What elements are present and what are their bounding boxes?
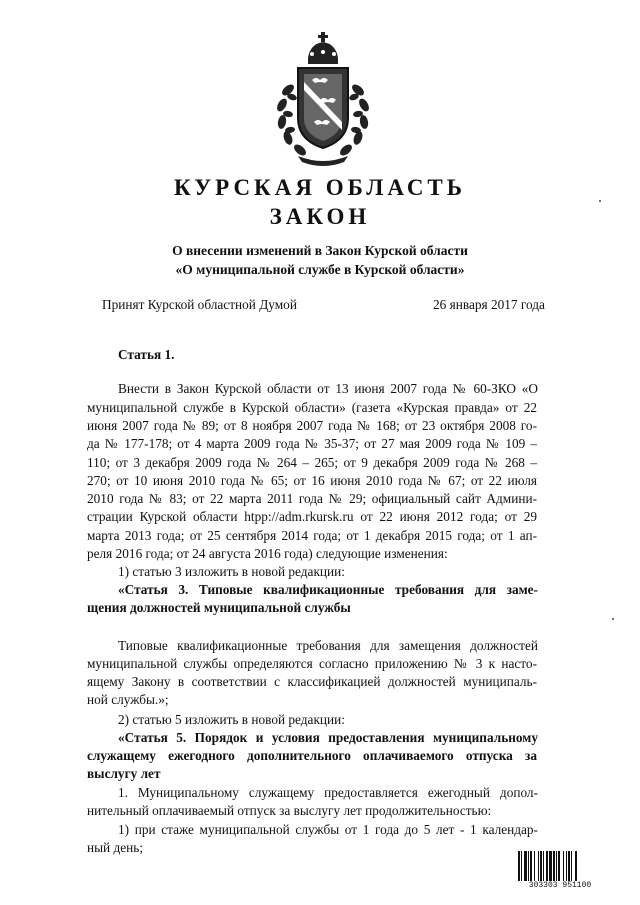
scan-speck [599,200,601,202]
article-5-paragraph-1-line: нительный оплачиваемый отпуск за выслугу лет продолжительностью: [87,803,492,818]
article-5-paragraph-1-line: 1. Муниципальному служащему предоставляется ежегодный допол- [118,785,538,800]
barcode-bar [575,851,577,881]
article-3-text-line: Типовые квалификационные требования для замещения должностей [118,638,538,653]
barcode-bar [558,851,560,881]
adopted-by: Принят Курской областной Думой [102,297,297,312]
barcode-bar [563,851,564,881]
barcode-bar [538,851,539,881]
barcode-bar [528,851,529,881]
barcode [517,851,603,897]
adoption-date: 26 января 2017 года [433,297,545,312]
amendment-item-1: 1) статью 3 изложить в новой редакции: [118,564,345,579]
barcode-bar [543,851,544,881]
barcode-bar [571,851,572,881]
barcode-bar [534,851,535,881]
article-5-subitem-1-line: 1) при стаже муниципальной службы от 1 года до 5 лет - 1 календар- [118,822,538,837]
barcode-number: 303303 951100 [517,881,603,890]
barcode-bar [518,851,520,881]
region-title: КУРСКАЯ ОБЛАСТЬ [174,175,466,200]
article-1-intro-line: муниципальной службе в Курской области» (газета «Курская правда» от 22 [87,400,537,415]
article-1-intro-line: 270; от 10 июня 2010 года № 65; от 16 июня 2010 года № 67; от 22 июля [87,473,537,488]
article-3-title-line-2: щения должностей муниципальной службы [87,600,351,615]
article-5-title-line: выслугу лет [87,766,161,781]
article-5-subitem-1-line: ный день; [87,840,144,855]
barcode-bar [549,851,552,881]
article-5-title-line: служащему ежегодного дополнительного оплачиваемого отпуска за [87,748,537,763]
barcode-bar [556,851,557,881]
scan-speck [612,618,614,620]
article-1-intro-line: марта 2013 года; от 25 сентября 2014 года; от 1 декабря 2015 года; от 1 ап- [87,528,537,543]
law-subtitle-line-2: «О муниципальной службе в Курской области» [175,262,465,277]
barcode-bar [530,851,532,881]
law-subtitle-line-1: О внесении изменений в Закон Курской области [172,243,468,258]
barcode-bar [568,851,570,881]
article-1-intro-line: реля 2016 года; от 24 августа 2016 года) следующие изменения: [87,546,448,561]
article-3-title-line-1: «Статья 3. Типовые квалификационные требования для заме- [118,582,538,597]
article-5-title-line: «Статья 5. Порядок и условия предоставления муниципальному [118,730,538,745]
article-1-intro-line: 110; от 3 декабря 2009 года № 264 – 265; от 9 декабря 2009 года № 268 – [87,455,537,470]
barcode-bar [553,851,555,881]
barcode-bar [540,851,542,881]
article-1-intro-line: страции Курской области htpp://adm.rkursk.ru от 22 июня 2012 года; от 29 [87,509,537,524]
barcode-bar [566,851,567,881]
article-3-text-line: ящему Закону в соответствии с классификацией должностей муниципаль- [87,674,537,689]
article-1-intro-line: июня 2007 года № 89; от 8 ноября 2007 года № 168; от 23 октября 2008 го- [87,418,537,433]
article-1-intro-line: да № 177-178; от 4 марта 2009 года № 35-37; от 27 мая 2009 года № 109 – [87,436,537,451]
coat-of-arms-emblem [248,30,398,170]
article-1-intro-line: 2010 года № 83; от 22 марта 2011 года № 29; официальный сайт Админи- [87,491,537,506]
barcode-bar [521,851,522,881]
article-1-intro-line: Внести в Закон Курской области от 13 июня 2007 года № 60-ЗКО «О [118,381,538,396]
article-3-text-line: ной службы.»; [87,692,169,707]
article-1-heading: Статья 1. [118,347,175,362]
barcode-bar [546,851,548,881]
article-3-text-line: муниципальной службы определяются согласно приложению № 3 к насто- [87,656,537,671]
amendment-item-2: 2) статью 5 изложить в новой редакции: [118,712,345,727]
document-type-title: ЗАКОН [269,204,371,229]
barcode-bar [524,851,527,881]
